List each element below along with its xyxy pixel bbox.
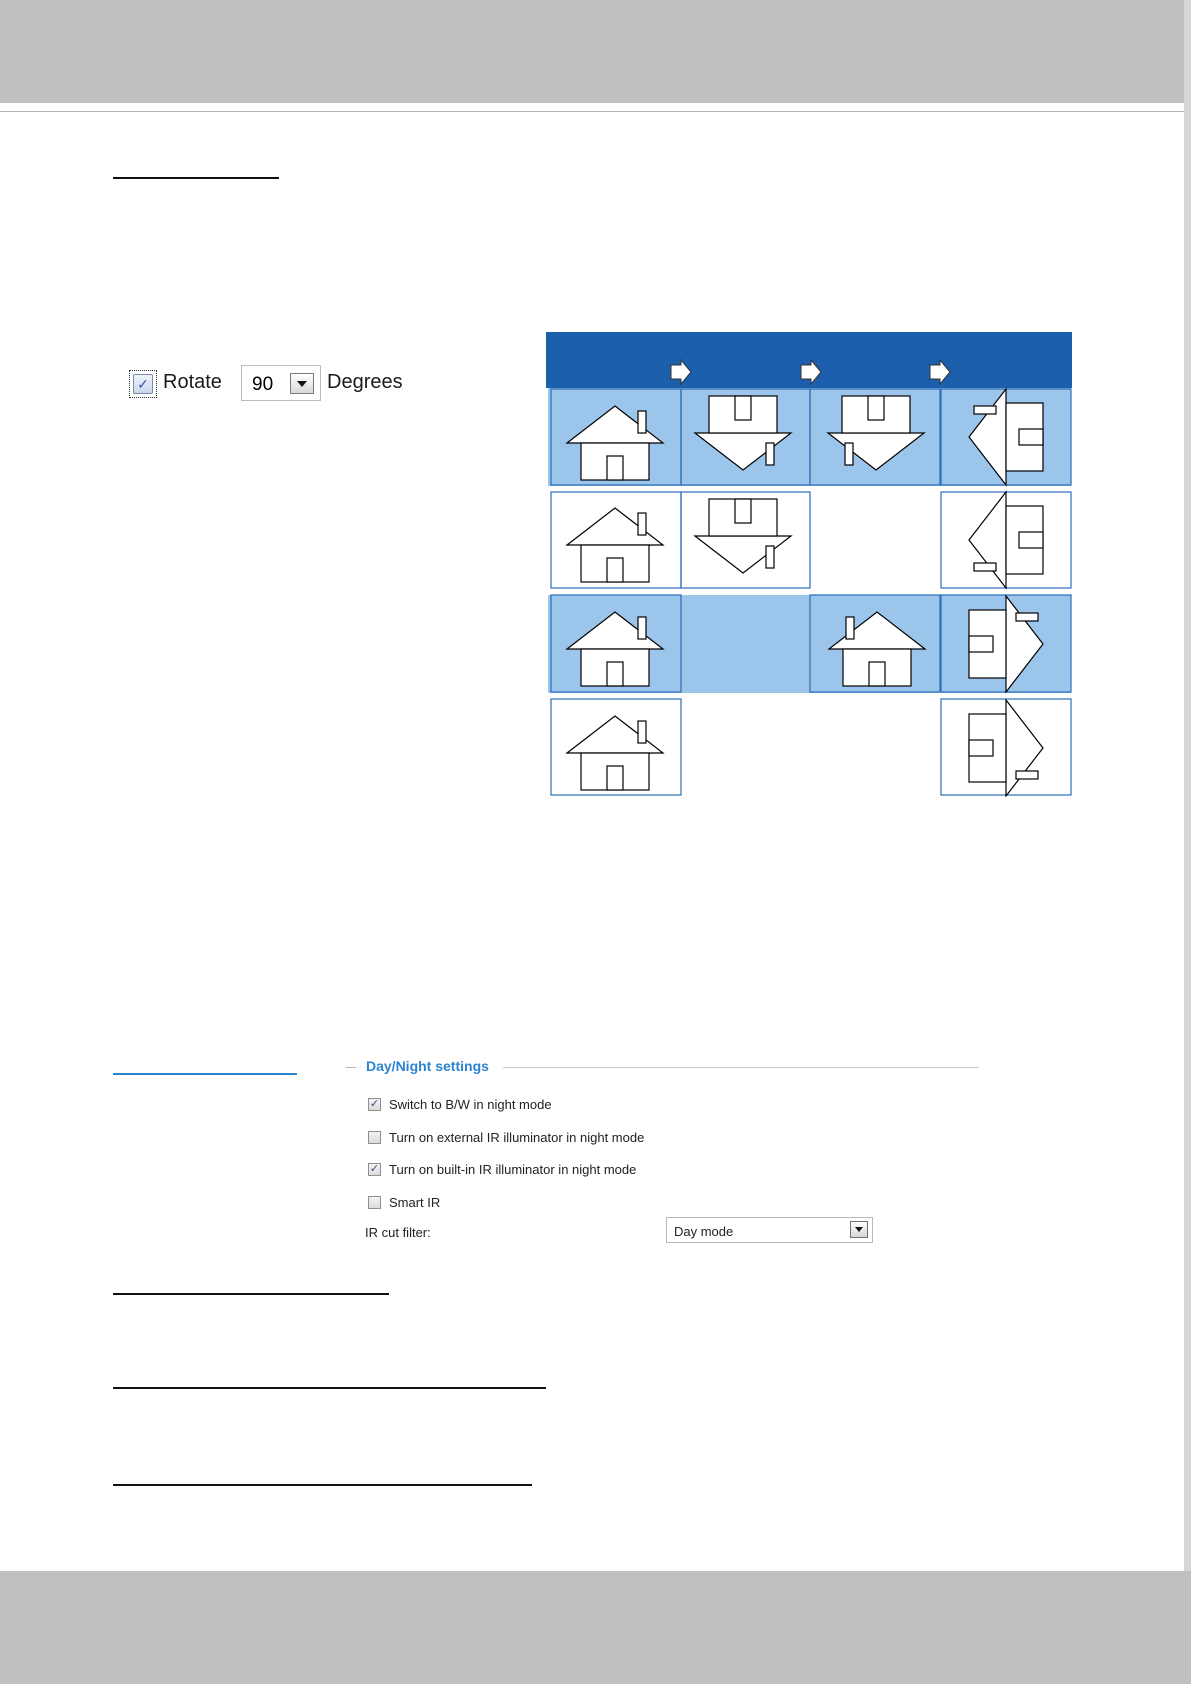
option-label: Turn on built-in IR illuminator in night mode [389, 1161, 637, 1177]
fieldset-rule-right [503, 1067, 979, 1068]
option-label: Smart IR [389, 1194, 441, 1210]
option-label: Switch to B/W in night mode [389, 1096, 552, 1112]
rotate-degree-value: 90 [252, 374, 274, 395]
rotation-diagram [546, 332, 1072, 797]
chevron-down-icon[interactable] [850, 1221, 868, 1238]
header-rule [0, 111, 1191, 112]
house-tile [941, 492, 1071, 588]
external-ir-option[interactable] [368, 1128, 644, 1146]
checkbox-checked[interactable]: ✓ [369, 1162, 380, 1175]
degrees-label: Degrees [327, 371, 403, 393]
section-heading-underline-5 [113, 1484, 532, 1486]
scrollbar-track[interactable] [1184, 0, 1191, 1684]
checkbox-unchecked[interactable] [368, 1131, 381, 1144]
option-label: Turn on external IR illuminator in night mode [389, 1129, 645, 1145]
rotate-checkbox[interactable] [129, 370, 157, 398]
bw-night-mode-option[interactable] [368, 1095, 552, 1113]
day-night-title: Day/Night settings [366, 1058, 489, 1074]
page-footer-band [0, 1571, 1191, 1684]
page-header-band [0, 0, 1191, 103]
builtin-ir-option[interactable] [368, 1160, 636, 1178]
section-heading-underline-2 [113, 1073, 297, 1075]
smart-ir-option[interactable] [368, 1193, 440, 1211]
house-tile [681, 492, 810, 588]
section-heading-underline-4 [113, 1387, 546, 1389]
house-tile [551, 492, 681, 588]
section-heading-underline-3 [113, 1293, 389, 1295]
ir-cut-filter-value: Day mode [674, 1224, 734, 1239]
section-heading-underline-1 [113, 177, 279, 179]
check-icon: ✓ [133, 374, 153, 394]
rotate-degree-select[interactable] [241, 365, 321, 401]
fieldset-rule-left [346, 1067, 356, 1068]
diagram-header [546, 332, 1072, 388]
house-tile [551, 699, 681, 795]
ir-cut-filter-select[interactable] [666, 1217, 873, 1243]
checkbox-unchecked[interactable] [368, 1196, 381, 1209]
rotate-label: Rotate [163, 371, 222, 393]
house-tile [941, 699, 1071, 796]
chevron-down-icon[interactable] [290, 373, 314, 394]
ir-cut-filter-label: IR cut filter: [365, 1225, 431, 1240]
checkbox-checked[interactable]: ✓ [369, 1097, 380, 1110]
